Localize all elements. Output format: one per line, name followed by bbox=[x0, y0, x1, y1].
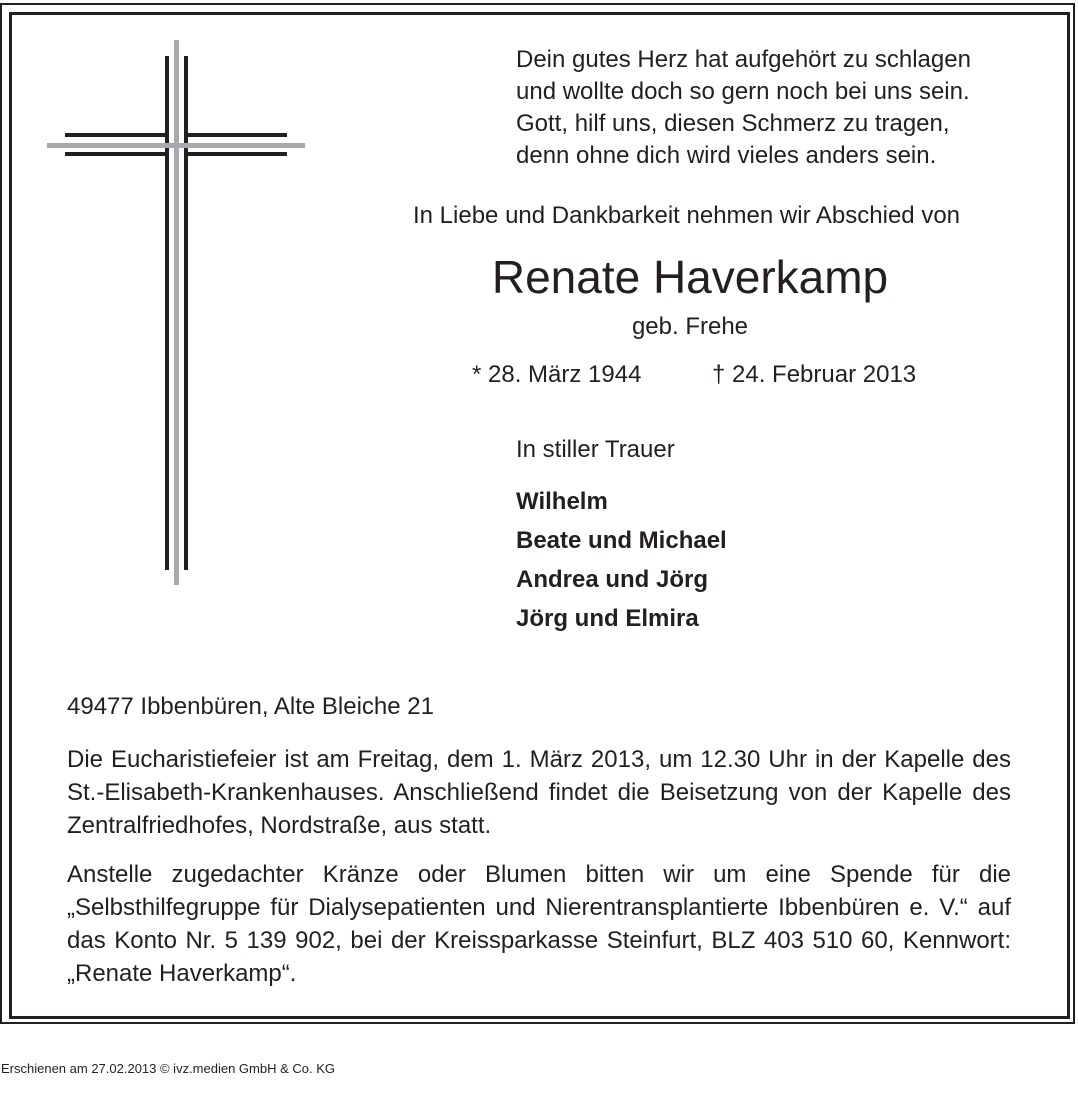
mourner-name: Wilhelm bbox=[516, 488, 608, 515]
mourner-name: Andrea und Jörg bbox=[516, 566, 709, 593]
poem-line: Gott, hilf uns, diesen Schmerz zu tragen, bbox=[516, 110, 950, 137]
farewell-line: In Liebe und Dankbarkeit nehmen wir Abschied von bbox=[413, 202, 961, 229]
maiden-name: geb. Frehe bbox=[631, 313, 749, 340]
publication-footer: Erschienen am 27.02.2013 © ivz.medien GmbH & Co. KG bbox=[1, 1061, 336, 1076]
deceased-name: Renate Haverkamp bbox=[491, 251, 889, 303]
mourning-heading: In stiller Trauer bbox=[516, 436, 675, 463]
death-date: † 24. Februar 2013 bbox=[712, 361, 917, 388]
birth-date: * 28. März 1944 bbox=[472, 361, 642, 388]
mourners-list bbox=[516, 482, 727, 638]
cross-gray-strokes bbox=[47, 40, 305, 585]
donation-paragraph: Anstelle zugedachter Kränze oder Blumen bitten wir um eine Spende für die „Selbsthilfegruppe für Dialysepatienten und Nierentransplantierte Ibbenbüren e. V.“ auf das Konto Nr. 5 139 902, bei der Kreissparkasse Steinfurt, BLZ 403 510 60, Kennwort: „Renate Haverkamp“. bbox=[67, 861, 1011, 987]
mourner-name: Jörg und Elmira bbox=[516, 605, 699, 632]
address: 49477 Ibbenbüren, Alte Bleiche 21 bbox=[67, 693, 434, 720]
poem bbox=[516, 44, 971, 172]
service-paragraph: Die Eucharistiefeier ist am Freitag, dem 1. März 2013, um 12.30 Uhr in der Kapelle des St.-Elisabeth-Krankenhauses. Anschließend findet die Beisetzung von der Kapelle des Zentralfriedhofes, Nordstraße, aus statt. bbox=[67, 746, 1011, 839]
poem-line: und wollte doch so gern noch bei uns sein. bbox=[516, 78, 970, 105]
mourner-name: Beate und Michael bbox=[516, 527, 727, 554]
poem-line: Dein gutes Herz hat aufgehört zu schlagen bbox=[516, 46, 971, 73]
poem-line: denn ohne dich wird vieles anders sein. bbox=[516, 142, 937, 169]
